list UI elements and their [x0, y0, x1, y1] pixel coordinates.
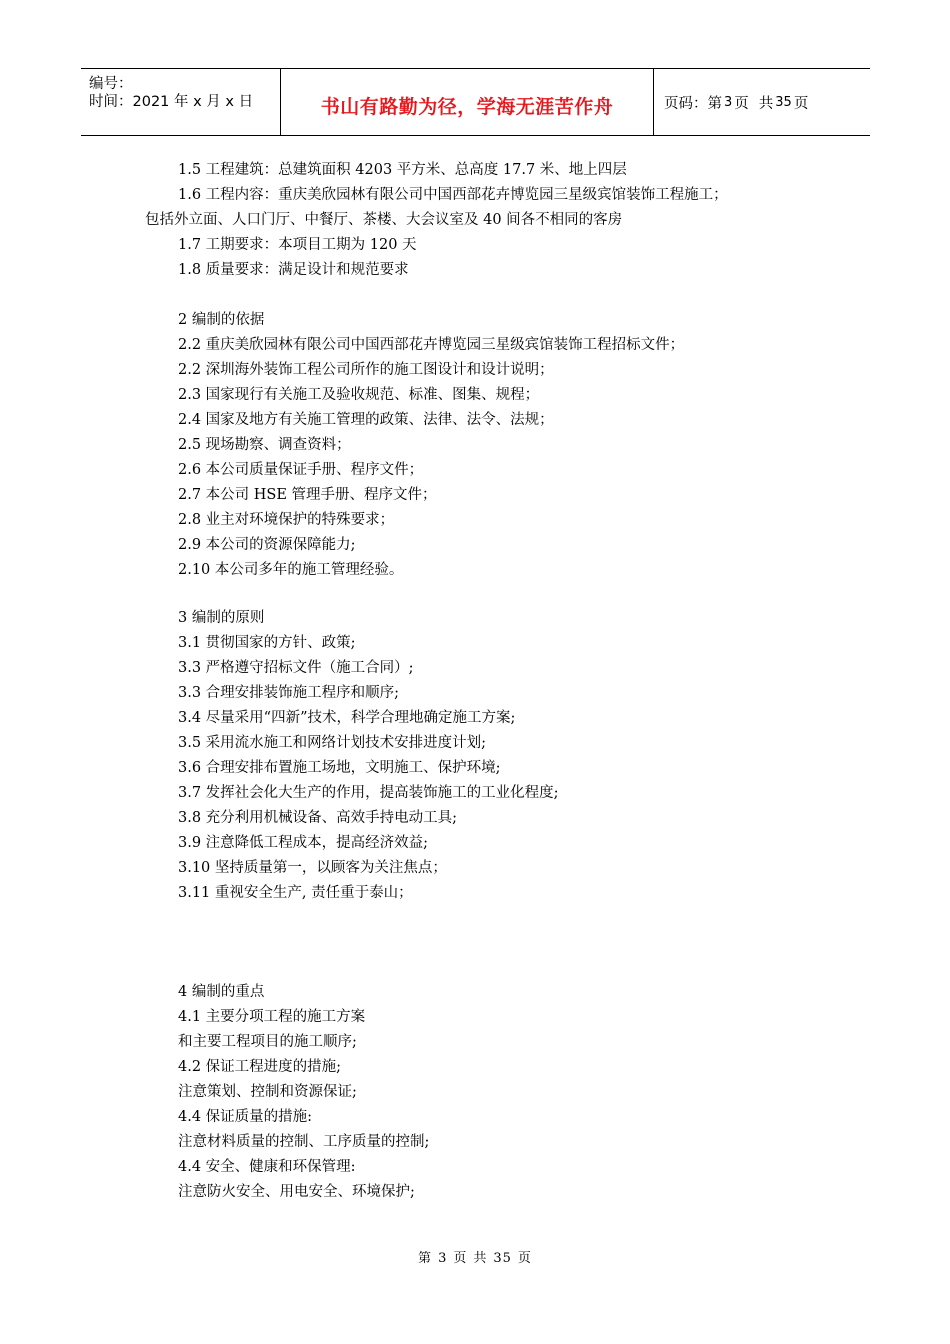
- text-line: 包括外立面、人口门厅、中餐厅、茶楼、大会议室及 40 间各不相同的客房: [145, 212, 623, 228]
- footer-prefix: 第: [418, 1251, 433, 1266]
- text-line: 2.8 业主对环境保护的特殊要求；: [178, 512, 395, 528]
- page-suffix: 页: [793, 95, 809, 112]
- text-line: 1.6 工程内容：重庆美欣园林有限公司中国西部花卉博览园三星级宾馆装饰工程施工；: [178, 187, 728, 203]
- text-line: 3.5 采用流水施工和网络计划技术安排进度计划;: [178, 735, 487, 751]
- text-line: 4.4 保证质量的措施:: [178, 1109, 313, 1125]
- footer-suffix: 页: [517, 1251, 532, 1266]
- page-total-prefix: 共: [758, 95, 774, 112]
- header-motto: 书山有路勤为径，学海无涯苦作舟: [320, 95, 614, 118]
- text-line: 3.11 重视安全生产, 责任重于泰山；: [178, 885, 413, 901]
- section-heading: 2 编制的依据: [178, 312, 265, 328]
- text-line: 2.2 深圳海外装饰工程公司所作的施工图设计和设计说明；: [178, 362, 554, 378]
- text-line: 3.3 合理安排装饰施工程序和顺序;: [178, 685, 400, 701]
- text-line: 3.9 注意降低工程成本，提高经济效益;: [178, 835, 429, 851]
- text-line: 2.7 本公司 HSE 管理手册、程序文件；: [178, 487, 437, 503]
- text-line: 2.3 国家现行有关施工及验收规范、标准、图集、规程；: [178, 387, 540, 403]
- text-line: 2.9 本公司的资源保障能力;: [178, 537, 356, 553]
- text-line: 4.1 主要分项工程的施工方案: [178, 1009, 366, 1025]
- text-line: 注意防火安全、用电安全、环境保护;: [178, 1184, 415, 1200]
- document-date: 时间：2021 年 x 月 x 日: [89, 94, 254, 110]
- page-prefix: 页码：第: [664, 95, 722, 112]
- footer-total-pages: 35: [493, 1251, 512, 1266]
- text-line: 3.1 贯彻国家的方针、政策;: [178, 635, 356, 651]
- text-line: 1.5 工程建筑：总建筑面积 4203 平方米、总高度 17.7 米、地上四层: [178, 162, 627, 178]
- text-line: 2.4 国家及地方有关施工管理的政策、法律、法令、法规；: [178, 412, 554, 428]
- text-line: 3.6 合理安排布置施工场地，文明施工、保护环境;: [178, 760, 501, 776]
- text-line: 2.2 重庆美欣园林有限公司中国西部花卉博览园三星级宾馆装饰工程招标文件；: [178, 337, 685, 353]
- page-mid: 页: [734, 95, 749, 112]
- page-footer: [0, 1247, 950, 1266]
- footer-mid: 页: [453, 1251, 468, 1266]
- text-line: 3.8 充分利用机械设备、高效手持电动工具;: [178, 810, 458, 826]
- page-current: 3: [724, 94, 733, 110]
- text-line: 3.10 坚持质量第一，以顾客为关注焦点；: [178, 860, 447, 876]
- text-line: 1.7 工期要求：本项目工期为 120 天: [178, 237, 417, 253]
- footer-total-prefix: 共: [473, 1251, 488, 1266]
- text-line: 2.10 本公司多年的施工管理经验。: [178, 562, 404, 578]
- text-line: 3.7 发挥社会化大生产的作用，提高装饰施工的工业化程度;: [178, 785, 559, 801]
- text-line: 3.4 尽量采用“四新”技术，科学合理地确定施工方案;: [178, 710, 516, 726]
- document-number-label: 编号：: [89, 76, 133, 92]
- section-heading: 4 编制的重点: [178, 984, 265, 1000]
- footer-current-page: 3: [438, 1251, 448, 1266]
- page-total: 35: [775, 94, 792, 110]
- section-heading: 3 编制的原则: [178, 610, 265, 626]
- text-line: 2.6 本公司质量保证手册、程序文件；: [178, 462, 424, 478]
- text-line: 4.4 安全、健康和环保管理:: [178, 1159, 356, 1175]
- text-line: 注意材料质量的控制、工序质量的控制;: [178, 1134, 430, 1150]
- text-line: 和主要工程项目的施工顺序;: [178, 1034, 357, 1050]
- text-line: 2.5 现场勘察、调查资料；: [178, 437, 351, 453]
- text-line: 1.8 质量要求：满足设计和规范要求: [178, 262, 409, 278]
- text-line: 3.3 严格遵守招标文件（施工合同）;: [178, 660, 414, 676]
- text-line: 4.2 保证工程进度的措施;: [178, 1059, 342, 1075]
- text-line: 注意策划、控制和资源保证;: [178, 1084, 357, 1100]
